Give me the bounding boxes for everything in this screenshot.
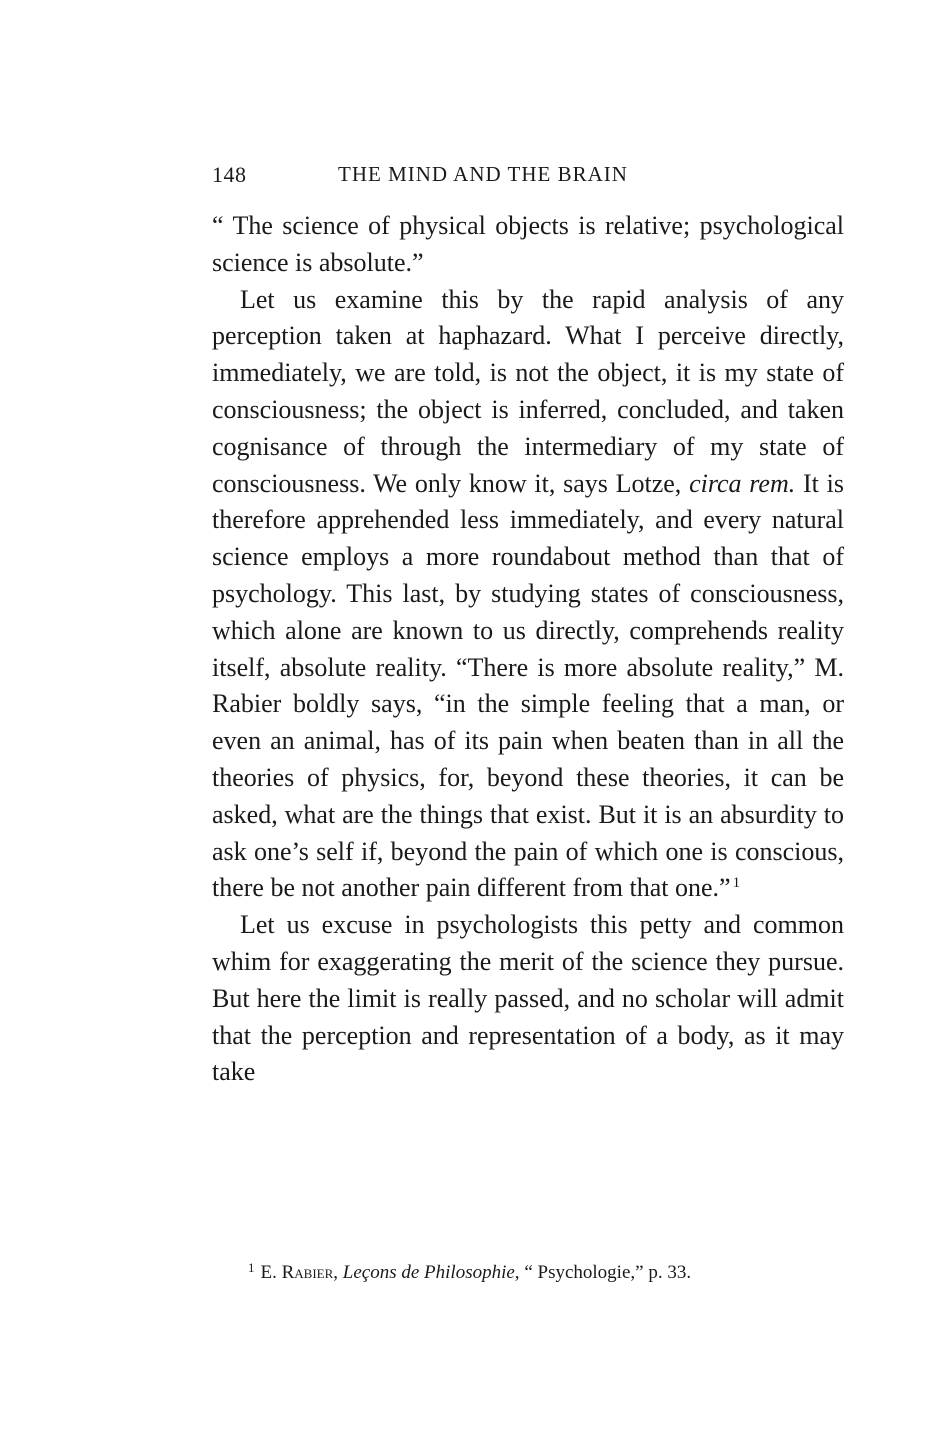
paragraph-3-text: Let us excuse in psychologists this petty and common whim for exaggerating the merit of the science they pursue. But here the limit is really passed, and no scholar will admit that the perception and representation of a body, as it may take: [212, 910, 844, 1087]
paragraph-3: [212, 907, 844, 1091]
footnote-rest: “ Psychologie,” p. 33.: [524, 1262, 692, 1283]
paragraph-1-text: “ The science of physical objects is relative; psychological science is absolute.”: [212, 211, 844, 277]
body-text: [212, 208, 844, 1091]
paragraph-2-italic: circa rem.: [689, 468, 796, 498]
footnote-author: E. Rabier,: [260, 1262, 339, 1283]
footnote-marker: 1: [248, 1260, 255, 1275]
running-title: THE MIND AND THE BRAIN: [338, 162, 628, 186]
paragraph-2: [212, 282, 844, 908]
page-number: 148: [212, 162, 247, 187]
footnote-title: Leçons de Philosophie,: [342, 1262, 520, 1283]
paragraph-2-text-a: Let us examine this by the rapid analysis of any perception taken at haphazard. What I perceive directly, immediately, we are told, is not the object, it is my state of consciousness; the object is inferred, concluded, and taken cognisance of through the intermediary of my state of consciousness. We only know it, says Lotze,: [212, 284, 844, 498]
footnote-reference: 1: [732, 875, 741, 892]
paragraph-1: [212, 208, 844, 282]
footnote: [212, 1260, 844, 1286]
page-header: [212, 158, 844, 194]
paragraph-2-text-b: It is therefore apprehended less immediately, and every natural science employs a more roundabout method than that of psychology. This last, by studying states of consciousness, which alone are known to us directly, comprehends reality itself, absolute reality. “There is more absolute reality,” M. Rabier boldly says, “in the simple feeling that a man, or even an animal, has of its pain when beaten than in all the theories of physics, for, beyond these theories, it can be asked, what are the things that exist. But it is an absurdity to ask one’s self if, beyond the pain of which one is conscious, there be not another pain different from that one.”: [212, 468, 844, 903]
